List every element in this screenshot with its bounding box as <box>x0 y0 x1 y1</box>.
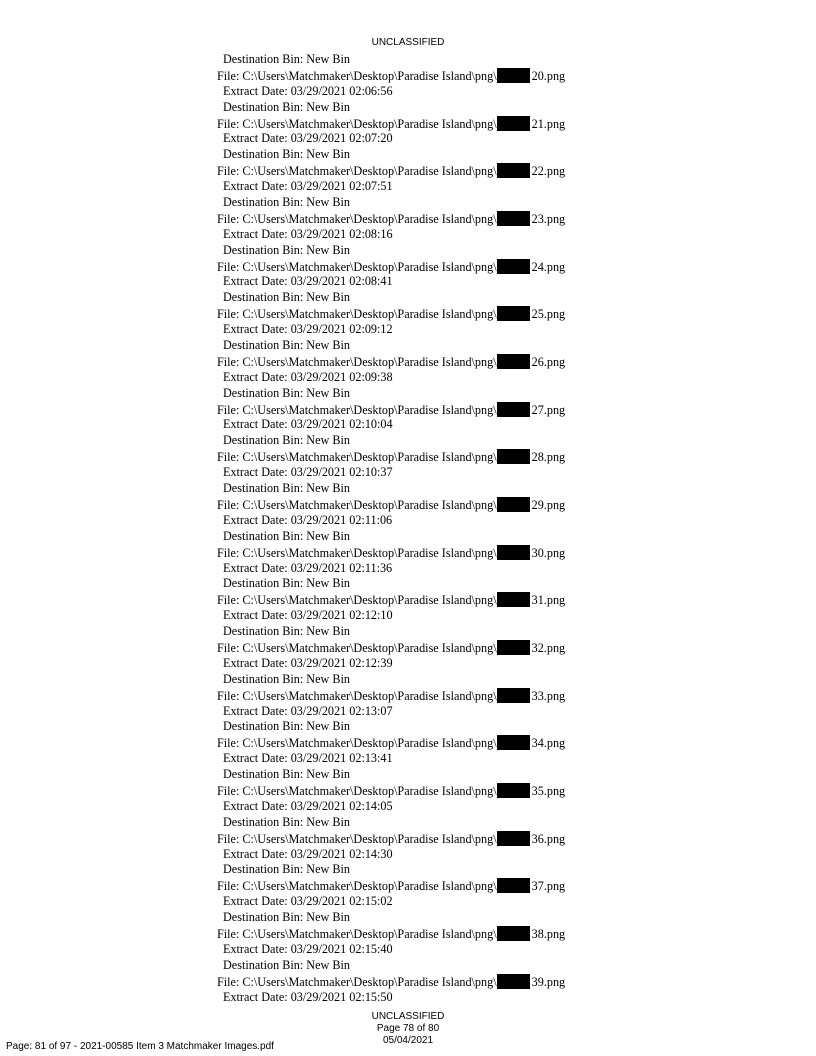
extract-date-value: 03/29/2021 02:11:06 <box>290 512 393 527</box>
extract-date-label: Extract Date: <box>223 83 288 98</box>
file-label: File: <box>217 688 240 703</box>
extract-date-label: Extract Date: <box>223 226 288 241</box>
file-label: File: <box>217 640 240 655</box>
file-suffix: 23.png <box>531 211 566 226</box>
extract-date-line <box>217 84 617 100</box>
file-line <box>217 497 617 513</box>
destination-bin-label: Destination Bin: <box>223 481 304 496</box>
destination-bin-label: Destination Bin: <box>223 385 304 400</box>
destination-bin-line <box>217 767 617 783</box>
extract-date-label: Extract Date: <box>223 798 288 813</box>
file-path: C:\Users\Matchmaker\Desktop\Paradise Island\png\ <box>242 879 497 894</box>
file-line <box>217 449 617 465</box>
redaction-box <box>497 354 530 369</box>
extract-date-value: 03/29/2021 02:13:41 <box>290 751 393 766</box>
extract-date-value: 03/29/2021 02:15:02 <box>290 894 393 909</box>
file-suffix: 28.png <box>531 450 566 465</box>
extract-date-line <box>217 417 617 433</box>
file-suffix: 35.png <box>531 783 566 798</box>
extract-date-label: Extract Date: <box>223 894 288 909</box>
file-suffix: 34.png <box>531 736 566 751</box>
file-suffix: 32.png <box>531 640 566 655</box>
file-path: C:\Users\Matchmaker\Desktop\Paradise Island\png\ <box>242 831 497 846</box>
redaction-box <box>497 163 530 178</box>
destination-bin-label: Destination Bin: <box>223 147 304 162</box>
redaction-box <box>497 259 530 274</box>
destination-bin-line <box>217 243 617 259</box>
destination-bin-line <box>217 52 617 68</box>
file-path: C:\Users\Matchmaker\Desktop\Paradise Island\png\ <box>242 688 497 703</box>
extract-date-line <box>217 608 617 624</box>
destination-bin-label: Destination Bin: <box>223 862 304 877</box>
extract-date-label: Extract Date: <box>223 560 288 575</box>
extract-date-line <box>217 274 617 290</box>
destination-bin-label: Destination Bin: <box>223 338 304 353</box>
file-path: C:\Users\Matchmaker\Desktop\Paradise Island\png\ <box>242 307 497 322</box>
extract-date-label: Extract Date: <box>223 751 288 766</box>
destination-bin-line <box>217 290 617 306</box>
extract-date-line <box>217 704 617 720</box>
destination-bin-value: New Bin <box>306 52 350 66</box>
extract-date-label: Extract Date: <box>223 655 288 670</box>
extract-date-value: 03/29/2021 02:11:36 <box>290 560 393 575</box>
extract-date-line <box>217 465 617 481</box>
extract-date-value: 03/29/2021 02:14:30 <box>290 846 393 861</box>
file-suffix: 21.png <box>531 116 566 131</box>
extract-date-line <box>217 370 617 386</box>
file-entries-list <box>217 52 617 1005</box>
extract-date-value: 03/29/2021 02:07:51 <box>290 179 393 194</box>
classification-header: UNCLASSIFIED <box>371 37 445 48</box>
destination-bin-value: New Bin <box>306 624 350 639</box>
destination-bin-line <box>217 529 617 545</box>
file-line <box>217 831 617 847</box>
destination-bin-line <box>217 433 617 449</box>
file-suffix: 27.png <box>531 402 566 417</box>
file-suffix: 33.png <box>531 688 566 703</box>
extract-date-label: Extract Date: <box>223 608 288 623</box>
file-label: File: <box>217 164 240 179</box>
file-path: C:\Users\Matchmaker\Desktop\Paradise Island\png\ <box>242 545 497 560</box>
file-label: File: <box>217 116 240 131</box>
destination-bin-value: New Bin <box>306 99 350 114</box>
file-suffix: 20.png <box>531 68 566 83</box>
file-line <box>217 402 617 418</box>
file-path: C:\Users\Matchmaker\Desktop\Paradise Island\png\ <box>242 211 497 226</box>
destination-bin-line <box>217 862 617 878</box>
extract-date-label: Extract Date: <box>223 417 288 432</box>
destination-bin-line <box>217 910 617 926</box>
destination-bin-line <box>217 481 617 497</box>
destination-bin-label: Destination Bin: <box>223 433 304 448</box>
file-path: C:\Users\Matchmaker\Desktop\Paradise Island\png\ <box>242 259 497 274</box>
destination-bin-value: New Bin <box>306 147 350 162</box>
extract-date-line <box>217 942 617 958</box>
file-label: File: <box>217 68 240 83</box>
destination-bin-label: Destination Bin: <box>223 528 304 543</box>
file-path: C:\Users\Matchmaker\Desktop\Paradise Island\png\ <box>242 450 497 465</box>
destination-bin-label: Destination Bin: <box>223 576 304 591</box>
file-line <box>217 545 617 561</box>
extract-date-line <box>217 799 617 815</box>
redaction-box <box>497 306 530 321</box>
file-line <box>217 163 617 179</box>
file-path: C:\Users\Matchmaker\Desktop\Paradise Island\png\ <box>242 116 497 131</box>
file-label: File: <box>217 831 240 846</box>
file-label: File: <box>217 974 240 989</box>
file-label: File: <box>217 879 240 894</box>
extract-date-label: Extract Date: <box>223 846 288 861</box>
file-suffix: 31.png <box>531 593 566 608</box>
file-path: C:\Users\Matchmaker\Desktop\Paradise Island\png\ <box>242 68 497 83</box>
file-path: C:\Users\Matchmaker\Desktop\Paradise Island\png\ <box>242 497 497 512</box>
destination-bin-line <box>217 100 617 116</box>
destination-bin-label: Destination Bin: <box>223 671 304 686</box>
file-path: C:\Users\Matchmaker\Desktop\Paradise Island\png\ <box>242 402 497 417</box>
extract-date-line <box>217 561 617 577</box>
file-suffix: 30.png <box>531 545 566 560</box>
extract-date-label: Extract Date: <box>223 131 288 146</box>
destination-bin-value: New Bin <box>306 385 350 400</box>
file-label: File: <box>217 497 240 512</box>
extract-date-line <box>217 513 617 529</box>
file-label: File: <box>217 545 240 560</box>
extract-date-line <box>217 656 617 672</box>
destination-bin-value: New Bin <box>306 719 350 734</box>
destination-bin-label: Destination Bin: <box>223 910 304 925</box>
redaction-box <box>497 497 530 512</box>
file-suffix: 25.png <box>531 307 566 322</box>
file-path: C:\Users\Matchmaker\Desktop\Paradise Island\png\ <box>242 593 497 608</box>
file-label: File: <box>217 593 240 608</box>
destination-bin-label: Destination Bin: <box>223 195 304 210</box>
file-line <box>217 640 617 656</box>
file-suffix: 39.png <box>531 974 566 989</box>
extract-date-line <box>217 751 617 767</box>
file-line <box>217 735 617 751</box>
file-label: File: <box>217 307 240 322</box>
file-line <box>217 68 617 84</box>
redaction-box <box>497 974 530 989</box>
destination-bin-value: New Bin <box>306 433 350 448</box>
file-label: File: <box>217 354 240 369</box>
redaction-box <box>497 831 530 846</box>
extract-date-label: Extract Date: <box>223 322 288 337</box>
file-line <box>217 116 617 132</box>
destination-bin-line <box>217 815 617 831</box>
file-line <box>217 259 617 275</box>
extract-date-value: 03/29/2021 02:10:37 <box>290 465 393 480</box>
file-label: File: <box>217 783 240 798</box>
file-label: File: <box>217 259 240 274</box>
destination-bin-line <box>217 576 617 592</box>
destination-bin-value: New Bin <box>306 290 350 305</box>
redaction-box <box>497 735 530 750</box>
destination-bin-line <box>217 147 617 163</box>
destination-bin-value: New Bin <box>306 814 350 829</box>
destination-bin-value: New Bin <box>306 862 350 877</box>
extract-date-label: Extract Date: <box>223 465 288 480</box>
extract-date-label: Extract Date: <box>223 274 288 289</box>
extract-date-value: 03/29/2021 02:15:50 <box>290 989 393 1004</box>
destination-bin-value: New Bin <box>306 576 350 591</box>
extract-date-value: 03/29/2021 02:06:56 <box>290 83 393 98</box>
destination-bin-label: Destination Bin: <box>223 52 304 66</box>
extract-date-value: 03/29/2021 02:07:20 <box>290 131 393 146</box>
extract-date-value: 03/29/2021 02:09:12 <box>290 322 393 337</box>
classification-footer: UNCLASSIFIED <box>371 1011 445 1022</box>
extract-date-value: 03/29/2021 02:09:38 <box>290 369 393 384</box>
file-suffix: 36.png <box>531 831 566 846</box>
redaction-box <box>497 68 530 83</box>
destination-bin-line <box>217 195 617 211</box>
extract-date-value: 03/29/2021 02:08:41 <box>290 274 393 289</box>
redaction-box <box>497 545 530 560</box>
destination-bin-label: Destination Bin: <box>223 99 304 114</box>
destination-bin-value: New Bin <box>306 338 350 353</box>
destination-bin-value: New Bin <box>306 528 350 543</box>
extract-date-label: Extract Date: <box>223 512 288 527</box>
destination-bin-line <box>217 719 617 735</box>
extract-date-label: Extract Date: <box>223 989 288 1004</box>
destination-bin-label: Destination Bin: <box>223 957 304 972</box>
destination-bin-label: Destination Bin: <box>223 290 304 305</box>
destination-bin-value: New Bin <box>306 671 350 686</box>
extract-date-line <box>217 322 617 338</box>
file-line <box>217 306 617 322</box>
file-label: File: <box>217 736 240 751</box>
redaction-box <box>497 211 530 226</box>
file-path: C:\Users\Matchmaker\Desktop\Paradise Island\png\ <box>242 640 497 655</box>
file-path: C:\Users\Matchmaker\Desktop\Paradise Island\png\ <box>242 926 497 941</box>
file-line <box>217 974 617 990</box>
destination-bin-value: New Bin <box>306 195 350 210</box>
redaction-box <box>497 783 530 798</box>
file-suffix: 26.png <box>531 354 566 369</box>
file-label: File: <box>217 402 240 417</box>
redaction-box <box>497 116 530 131</box>
destination-bin-value: New Bin <box>306 767 350 782</box>
redaction-box <box>497 592 530 607</box>
file-suffix: 24.png <box>531 259 566 274</box>
redaction-box <box>497 688 530 703</box>
destination-bin-label: Destination Bin: <box>223 719 304 734</box>
extract-date-value: 03/29/2021 02:10:04 <box>290 417 393 432</box>
file-label: File: <box>217 211 240 226</box>
extract-date-line <box>217 894 617 910</box>
footer-date: 05/04/2021 <box>382 1035 434 1046</box>
extract-date-line <box>217 990 617 1006</box>
file-label: File: <box>217 926 240 941</box>
redaction-box <box>497 449 530 464</box>
destination-bin-label: Destination Bin: <box>223 814 304 829</box>
page-number: Page 78 of 80 <box>376 1023 440 1034</box>
extract-date-label: Extract Date: <box>223 941 288 956</box>
file-path: C:\Users\Matchmaker\Desktop\Paradise Island\png\ <box>242 736 497 751</box>
file-suffix: 22.png <box>531 164 566 179</box>
extract-date-value: 03/29/2021 02:12:10 <box>290 608 393 623</box>
destination-bin-line <box>217 624 617 640</box>
file-suffix: 37.png <box>531 879 566 894</box>
file-path: C:\Users\Matchmaker\Desktop\Paradise Island\png\ <box>242 354 497 369</box>
extract-date-label: Extract Date: <box>223 703 288 718</box>
redaction-box <box>497 926 530 941</box>
file-line <box>217 592 617 608</box>
extract-date-value: 03/29/2021 02:12:39 <box>290 655 393 670</box>
redaction-box <box>497 640 530 655</box>
file-line <box>217 354 617 370</box>
destination-bin-line <box>217 338 617 354</box>
redaction-box <box>497 402 530 417</box>
extract-date-value: 03/29/2021 02:15:40 <box>290 941 393 956</box>
file-line <box>217 926 617 942</box>
file-suffix: 29.png <box>531 497 566 512</box>
extract-date-line <box>217 131 617 147</box>
file-label: File: <box>217 450 240 465</box>
file-line <box>217 878 617 894</box>
extract-date-value: 03/29/2021 02:13:07 <box>290 703 393 718</box>
destination-bin-value: New Bin <box>306 957 350 972</box>
destination-bin-label: Destination Bin: <box>223 242 304 257</box>
extract-date-value: 03/29/2021 02:14:05 <box>290 798 393 813</box>
destination-bin-line <box>217 672 617 688</box>
file-line <box>217 211 617 227</box>
extract-date-label: Extract Date: <box>223 179 288 194</box>
destination-bin-value: New Bin <box>306 242 350 257</box>
file-line <box>217 688 617 704</box>
file-line <box>217 783 617 799</box>
extract-date-line <box>217 179 617 195</box>
file-suffix: 38.png <box>531 926 566 941</box>
file-path: C:\Users\Matchmaker\Desktop\Paradise Island\png\ <box>242 783 497 798</box>
file-path: C:\Users\Matchmaker\Desktop\Paradise Island\png\ <box>242 164 497 179</box>
extract-date-line <box>217 227 617 243</box>
pdf-page-source: Page: 81 of 97 - 2021-00585 Item 3 Matchmaker Images.pdf <box>6 1041 274 1052</box>
extract-date-label: Extract Date: <box>223 369 288 384</box>
redaction-box <box>497 878 530 893</box>
destination-bin-label: Destination Bin: <box>223 767 304 782</box>
destination-bin-line <box>217 386 617 402</box>
extract-date-value: 03/29/2021 02:08:16 <box>290 226 393 241</box>
destination-bin-label: Destination Bin: <box>223 624 304 639</box>
extract-date-line <box>217 847 617 863</box>
destination-bin-value: New Bin <box>306 910 350 925</box>
destination-bin-line <box>217 958 617 974</box>
file-path: C:\Users\Matchmaker\Desktop\Paradise Island\png\ <box>242 974 497 989</box>
destination-bin-value: New Bin <box>306 481 350 496</box>
